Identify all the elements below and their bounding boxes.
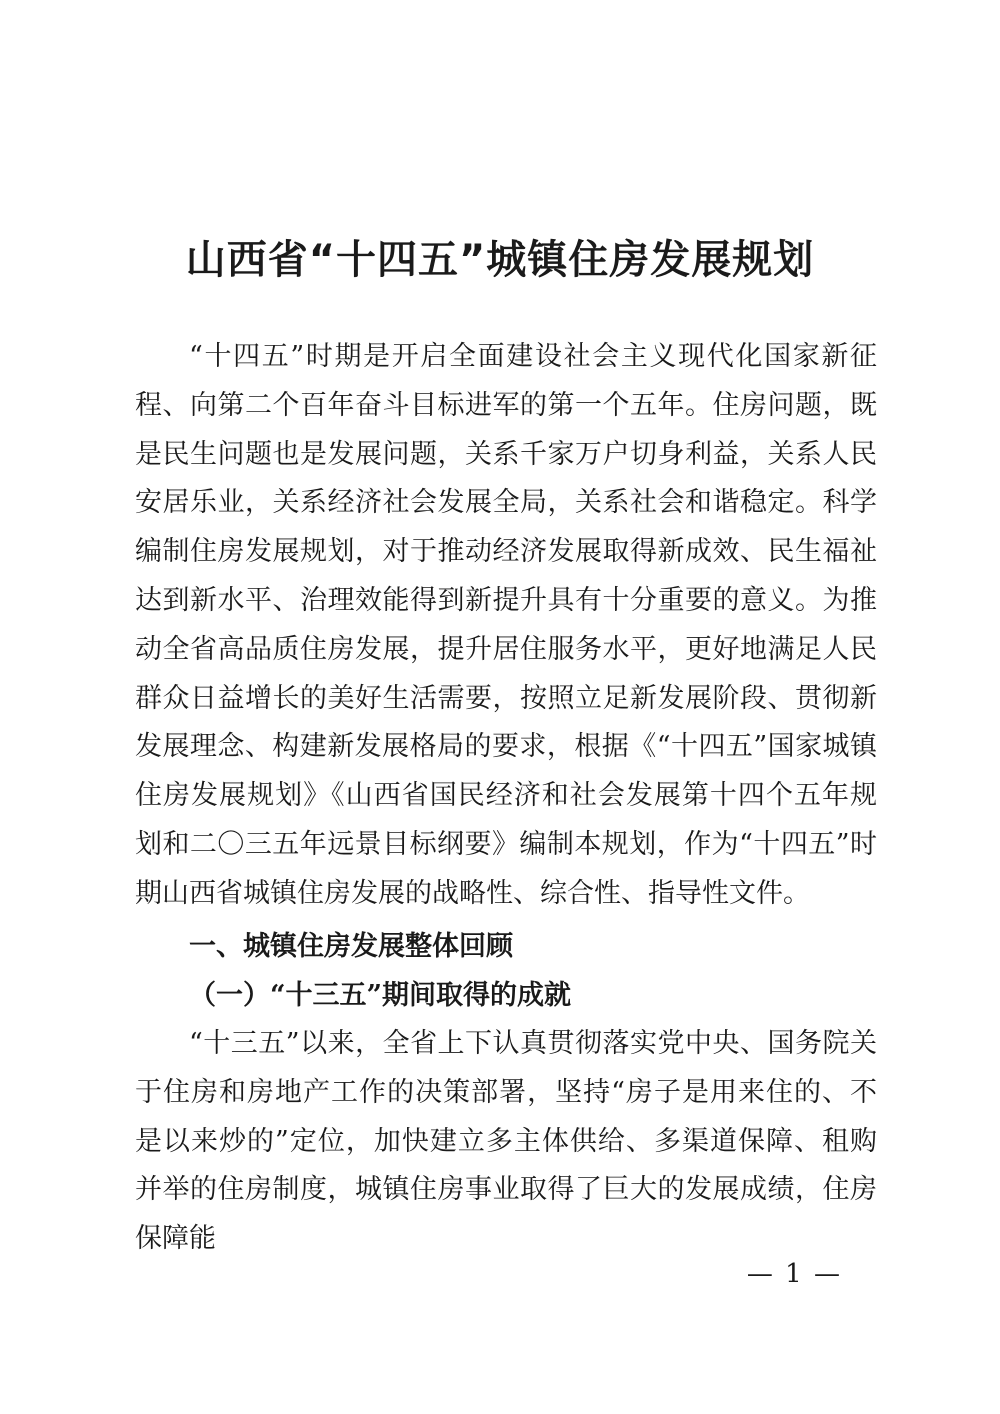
section-paragraph: “十三五”以来，全省上下认真贯彻落实党中央、国务院关于住房和房地产工作的决策部署，坚持“房子是用来住的、不是以来炒的”定位，加快建立多主体供给、多渠道保障、租购并举的住房制度，城镇住房事业取得了巨大的发展成绩，住房保障能 bbox=[135, 1028, 877, 1255]
subsection-heading: （一）“十三五”期间取得的成就 bbox=[189, 980, 572, 1011]
page-number: — 1 — bbox=[746, 1259, 842, 1289]
intro-section bbox=[135, 333, 877, 919]
document-title: 山西省“十四五”城镇住房发展规划 bbox=[185, 237, 815, 283]
section-heading: 一、城镇住房发展整体回顾 bbox=[189, 931, 513, 962]
intro-paragraph: “十四五”时期是开启全面建设社会主义现代化国家新征程、向第二个百年奋斗目标进军的第一个五年。住房问题，既是民生问题也是发展问题，关系千家万户切身利益，关系人民安居乐业，关系经济社会发展全局，关系社会和谐稳定。科学编制住房发展规划，对于推动经济发展取得新成效、民生福祉达到新水平、治理效能得到新提升具有十分重要的意义。为推动全省高品质住房发展，提升居住服务水平，更好地满足人民群众日益增长的美好生活需要，按照立足新发展阶段、贯彻新发展理念、构建新发展格局的要求，根据《“十四五”国家城镇住房发展规划》《山西省国民经济和社会发展第十四个五年规划和二〇三五年远景目标纲要》编制本规划，作为“十四五”时期山西省城镇住房发展的战略性、综合性、指导性文件。 bbox=[135, 341, 877, 909]
section-body bbox=[135, 1020, 877, 1264]
